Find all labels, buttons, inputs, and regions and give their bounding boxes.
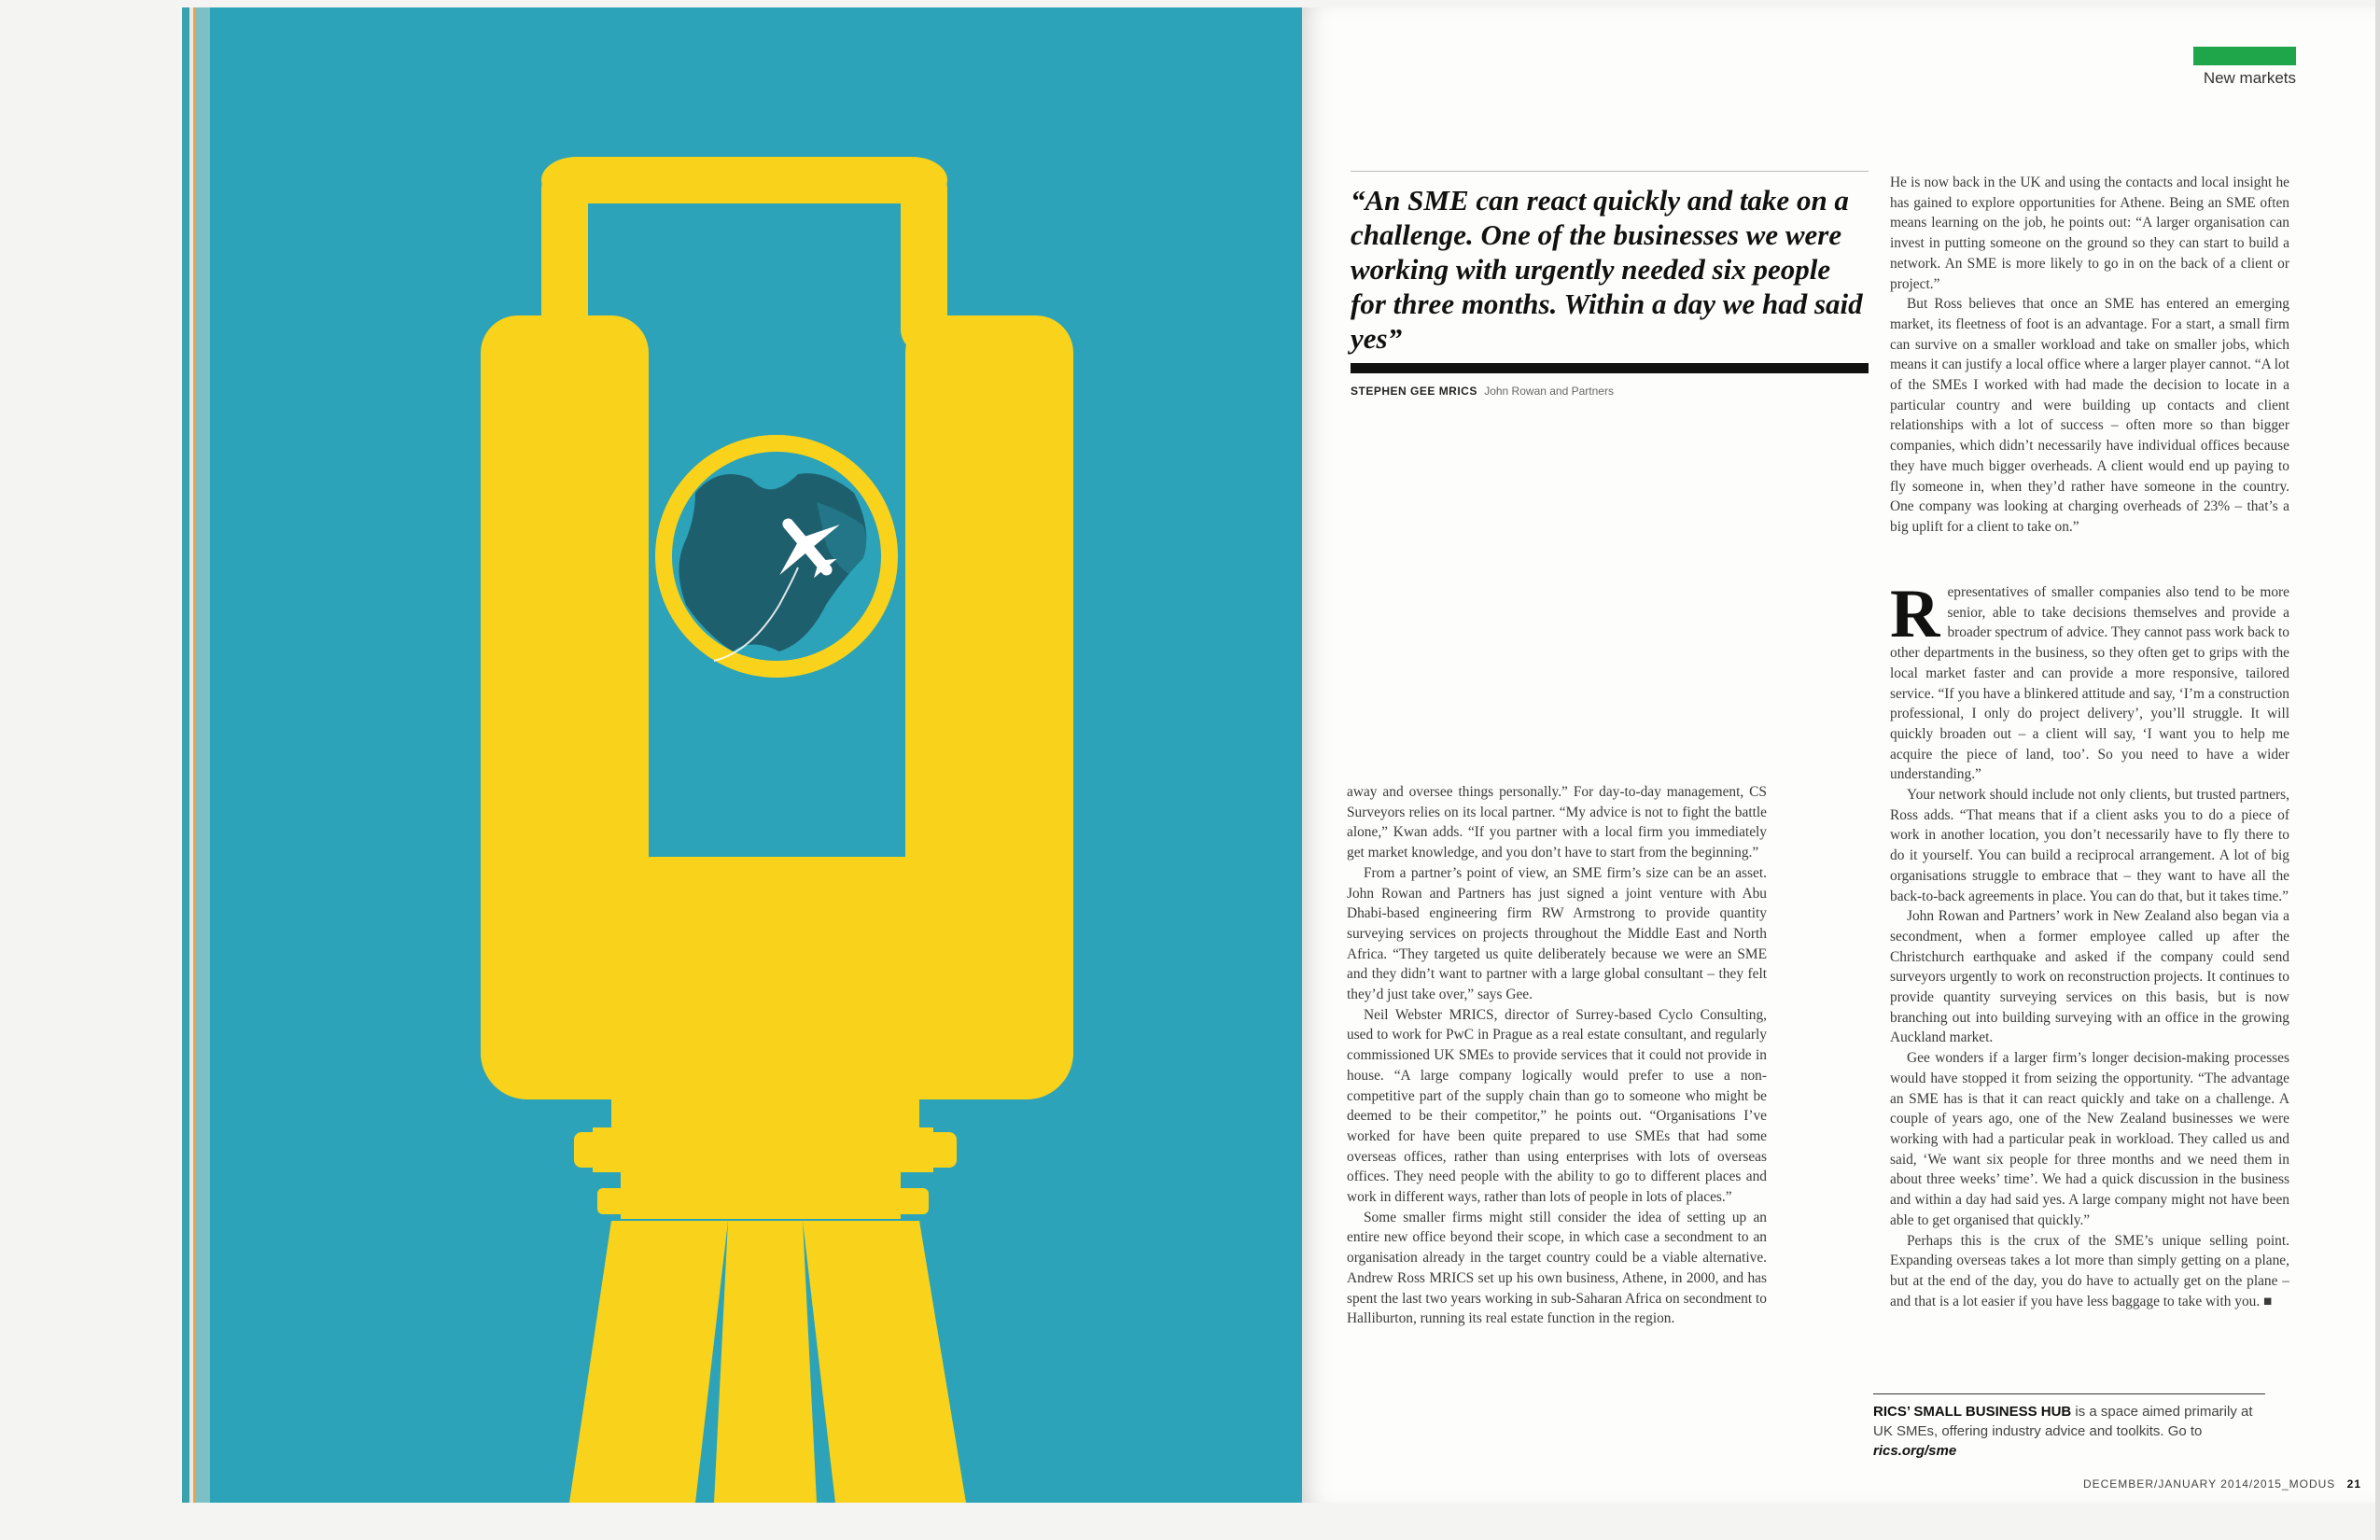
hub-link[interactable]: rics.org/sme	[1873, 1443, 1957, 1459]
paragraph: away and oversee things personally.” For day-to-day management, CS Surveyors relies on its local partner. “My advice is not to fight the battle alone,” Kwan adds. “If you partner with a local firm you immediately get market knowledge, and you don’t have to start from the beginning.”	[1347, 784, 1767, 861]
article-column-middle	[1347, 782, 1767, 1329]
paragraph: John Rowan and Partners’ work in New Zealand also began via a secondment, when a former employee called up after the Christchurch earthquake and asked if the company could send surveyors urgently to work on reconstruction projects. It continues to provide quantity surveying services on this basis, but is now branching out into building surveying with an office in the growing Auckland market.	[1890, 908, 2289, 1046]
pull-quote	[1351, 171, 1869, 398]
drop-cap: R	[1890, 576, 1940, 652]
paragraph: Some smaller firms might still consider the idea of setting up an entire new office beyond their scope, in which case a secondment to an organisation already in the target country could be a viable alternative. Andrew Ross MRICS set up his own business, Athene, in 2000, and has spent the last two years working in sub-Saharan Africa on secondment to Halliburton, running its real estate function in the region.	[1347, 1209, 1767, 1327]
theodolite-illustration	[210, 7, 1302, 1503]
paragraph: Gee wonders if a larger firm’s longer decision-making processes would have stopped it from seizing the opportunity. “The advantage an SME has is that it can react quickly and take on a challenge. A couple of years ago, one of the New Zealand businesses we were working with had a particular peak in workload. They called us and said, ‘We want six people for three months and we need them in about three weeks’ time’. We had a quick discussion in the business and within a day had said yes. A large company might not have been able to get organised that quickly.”	[1890, 1050, 2289, 1228]
hub-name: RICS’ SMALL BUSINESS HUB	[1873, 1404, 2072, 1420]
paragraph: Perhaps this is the crux of the SME’s unique selling point. Expanding overseas takes a lot more than simply getting on a plane, but at the end of the day, you do have to actually get on the plane – and that is a lot easier if you have less baggage to take with you. ■	[1890, 1232, 2289, 1309]
article-page	[1302, 7, 2375, 1503]
page-edge-strip	[182, 7, 210, 1503]
pull-quote-credit	[1351, 385, 1869, 398]
paragraph: Neil Webster MRICS, director of Surrey-based Cyclo Consulting, used to work for PwC in Prague as a real estate consultant, and regularly commissioned UK SMEs to provide services that it could not provide in house. “A large company logically would prefer to use a non-competitive part of the supply chain than go to someone who might be deemed to be their competitor,” he points out. “Organisations I’ve worked for have been quite prepared to use SMEs that had some overseas offices, rather than using enterprises with lots of overseas offices. They need people with the ability to go to different places and work in different ways, rather than lots of people in lots of places.”	[1347, 1006, 1767, 1206]
pull-quote-bottom-rule	[1351, 363, 1869, 373]
drop-cap-paragraph	[1890, 576, 2289, 785]
section-label: New markets	[2203, 69, 2296, 87]
pull-quote-text	[1351, 172, 1869, 363]
paragraph: He is now back in the UK and using the contacts and local insight he has gained to explore opportunities for Athene. Being an SME often means learning on the job, he points out: “A larger organisation can invest in putting someone on the ground so they can start to build a network. An SME is more likely to go in on the back of a client or project.”	[1890, 175, 2289, 292]
credit-name: STEPHEN GEE MRICS	[1351, 385, 1477, 398]
page-edge-right	[2375, 0, 2380, 1540]
hub-description: is a space aimed primarily at UK SMEs, offering industry advice and toolkits. Go to	[1873, 1404, 2253, 1439]
section-tag	[2193, 47, 2296, 65]
paragraph: But Ross believes that once an SME has entered an emerging market, its fleetness of foot is an advantage. For a start, a small firm can survive on a smaller workload and take on smaller jobs, which means it can justify a local office where a larger player cannot. “A lot of the SMEs I worked with had made the decision to locate in a particular country and were building up contacts and client relationships with a lot of success – often more so than bigger companies, which didn’t necessarily have individual offices because they have much bigger overheads. A client would end up paying to fly someone in, when they’d rather have someone in the country. One company was looking at charging overheads of 23% – that’s a big uplift for a client to take on.”	[1890, 296, 2289, 535]
close-quote-mark: ”	[1387, 322, 1403, 355]
credit-organisation: John Rowan and Partners	[1484, 385, 1614, 398]
page-number: 21	[2346, 1477, 2361, 1491]
globe-icon	[672, 452, 881, 661]
drop-cap-paragraph-text: epresentatives of smaller companies also tend to be more senior, able to take decisions themselves and provide a broader spectrum of advice. They cannot pass work back to other departments in the business, so they often get to grips with the local market faster and can provide a more responsive, tailored service. “If you have a blinkered attitude and say, ‘I’m a construction professional, I only do project delivery’, you’ll struggle. It will quickly broaden out – a client will say, ‘I want you to help me acquire the piece of land, too’. So you need to have a wider understanding.”	[1890, 584, 2289, 783]
illustration-page	[210, 7, 1302, 1503]
hub-box-text	[1873, 1402, 2265, 1461]
page-footer	[2030, 1477, 2361, 1491]
paragraph: From a partner’s point of view, an SME firm’s size can be an asset. John Rowan and Partners has just signed a joint venture with Abu Dhabi-based engineering firm RW Armstrong to provide quantity surveying services on projects throughout the Middle East and North Africa. “They targeted us quite deliberately because we were an SME and they didn’t want to partner with a large global consultant – they felt they’d just take over,” says Gee.	[1347, 864, 1767, 1003]
article-column-top-right	[1890, 173, 2289, 538]
hub-box-rule	[1873, 1393, 2265, 1394]
issue-label: DECEMBER/JANUARY 2014/2015_MODUS	[2082, 1477, 2336, 1491]
pull-quote-body: An SME can react quickly and take on a challenge. One of the businesses we were working with urgently needed six people for three months. Within a day we had said yes	[1351, 184, 1863, 355]
article-column-bottom-right	[1890, 576, 2289, 1311]
paragraph: Your network should include not only clients, but trusted partners, Ross adds. “That means that if a client asks you to do a piece of work in another location, you don’t necessarily have to fly there to do it yourself. You can build a reciprocal arrangement. A lot of big organisations struggle to embrace that – they want to have all the back-to-back agreements in place. You can do that, but it takes time.”	[1890, 787, 2289, 904]
open-quote-mark: “	[1351, 184, 1365, 217]
small-business-hub-box	[1873, 1393, 2265, 1461]
